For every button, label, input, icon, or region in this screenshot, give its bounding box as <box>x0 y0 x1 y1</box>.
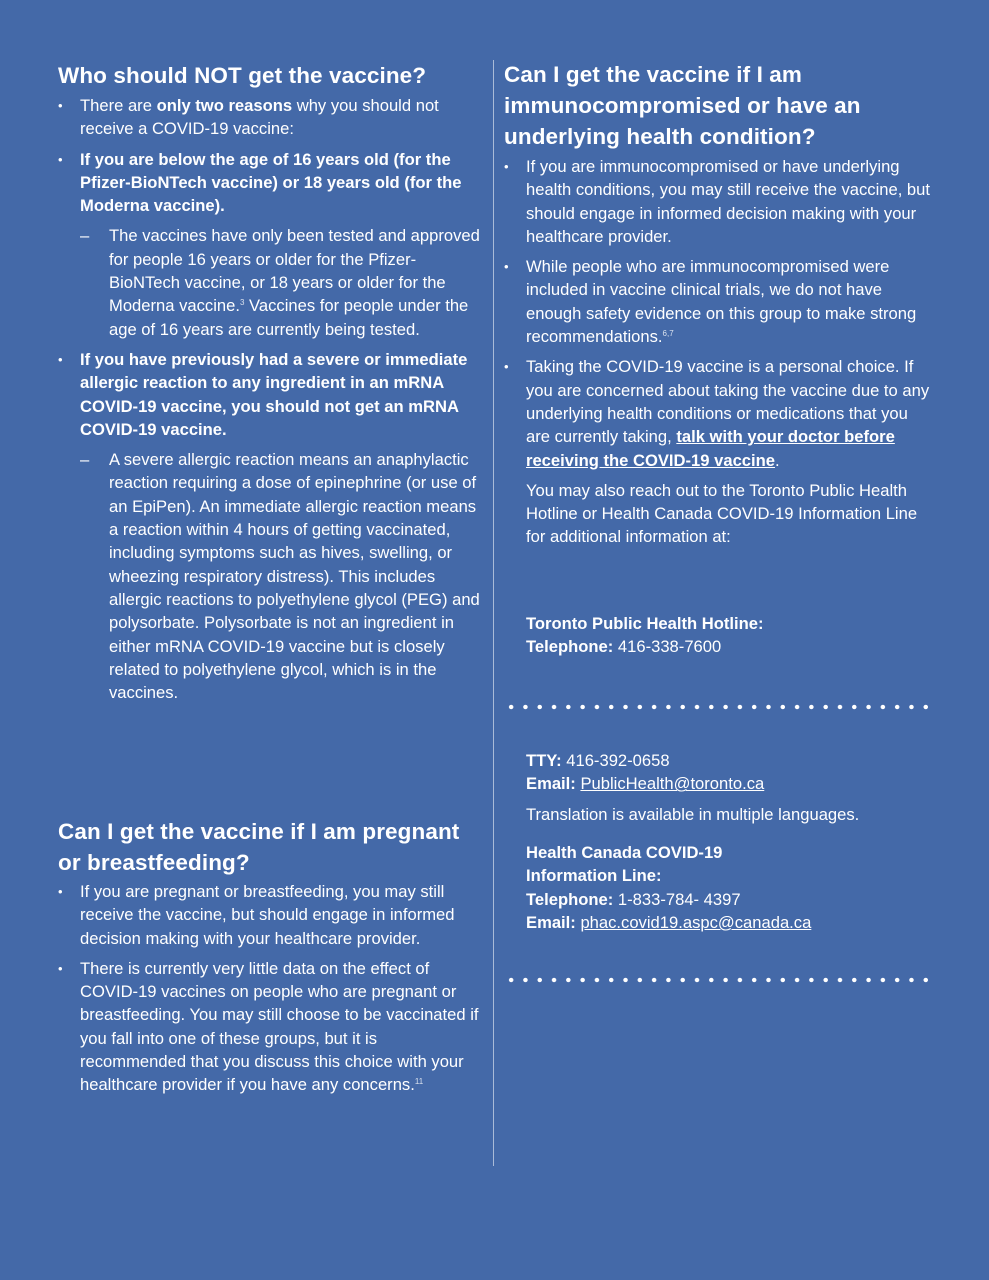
sublist-item: – The vaccines have only been tested and approved for people 16 years or older for the Pfizer-BioNTech vaccine, or 18 years or older for the Moderna vaccine.$^3$ Vaccines for people under the age of 16 years are currently being tested. <box>80 224 486 340</box>
dotted-separator-bottom <box>504 977 934 983</box>
left-column <box>58 60 486 711</box>
list-item: • Taking the COVID-19 vaccine is a personal choice. If you are concerned about taking the vaccine due to any underlying health conditions or medications that you are currently taking, talk with your doctor before receiving the COVID-19 vaccine. You may also reach out to the Toronto Public Health Hotline or Health Canada COVID-19 Information Line for additional information at: <box>504 355 934 548</box>
list-item-allergy: • If you have previously had a severe or immediate allergic reaction to any ingredient in an mRNA COVID-19 vaccine, you should not get an mRNA COVID-19 vaccine. – A severe allergic reaction means an anaphylactic reaction requiring a dose of epinephrine (or use of an EpiPen). An immediate allergic reaction means a reaction within 4 hours of getting vaccinated, including symptoms such as hives, swelling, or wheezing respiratory distress). This includes allergic reactions to polyethylene glycol (PEG) and polysorbate. Polysorbate is not an ingredient in either mRNA COVID-19 vaccine but is closely related to polyethylene glycol, which is in the vaccines. <box>58 348 486 704</box>
hc-title-line2: Information Line: <box>526 866 662 886</box>
list-item: • If you are immunocompromised or have underlying health conditions, you may still receive the vaccine, but should engage in informed decision making with your healthcare provider. <box>504 155 934 248</box>
footnote-ref: 3 <box>239 297 245 307</box>
toronto-contact-block <box>526 749 946 826</box>
heading-pregnant: Can I get the vaccine if I am pregnant or breastfeeding? <box>58 819 460 875</box>
heading-immunocompromised: Can I get the vaccine if I am immunocompromised or have an underlying health condition? <box>504 62 861 149</box>
translation-note: Translation is available in multiple languages. <box>526 804 860 824</box>
hc-email-label: Email: <box>526 912 576 932</box>
toronto-hotline-block <box>526 612 946 659</box>
sublist-item: – A severe allergic reaction means an anaphylactic reaction requiring a dose of epinephrine (or use of an EpiPen). An immediate allergic reaction means a reaction within 4 hours of getting vaccinated, including symptoms such as hives, swelling, or wheezing respiratory distress). This includes allergic reactions to polyethylene glycol (PEG) and polysorbate. Polysorbate is not an ingredient in either mRNA COVID-19 vaccine but is closely related to polyethylene glycol, which is in the vaccines. <box>80 448 486 704</box>
hc-telephone: 1-833-784- 4397 <box>613 889 741 909</box>
footnote-ref: 6,7 <box>662 328 674 338</box>
list-item: • While people who are immunocompromised were included in vaccine clinical trials, we do not have enough safety evidence on this group to make strong recommendations.$^{6,7}$ <box>504 255 934 348</box>
right-column <box>504 59 934 556</box>
age-sublist <box>80 224 486 340</box>
heading-who-should-not: Who should NOT get the vaccine? <box>58 63 427 88</box>
talk-with-doctor-link[interactable]: talk with your doctor before receiving the COVID-19 vaccine <box>526 427 895 470</box>
tph-email-label: Email: <box>526 774 576 794</box>
only-two-reasons-emphasis: only two reasons <box>156 96 293 115</box>
hc-title-line1: Health Canada COVID-19 <box>526 843 723 862</box>
hc-email-link[interactable]: phac.covid19.aspc@canada.ca <box>580 912 812 932</box>
who-should-not-list <box>58 94 486 704</box>
tph-title: Toronto Public Health Hotline: <box>526 614 764 633</box>
hc-telephone-label: Telephone: <box>526 889 614 909</box>
health-canada-block <box>526 841 946 934</box>
column-divider <box>493 60 494 1166</box>
tph-email-link[interactable]: PublicHealth@toronto.ca <box>580 774 765 794</box>
list-item: • There are only two reasons why you should not receive a COVID-19 vaccine: <box>58 94 486 141</box>
immunocompromised-list <box>504 155 934 549</box>
list-item-age: • If you are below the age of 16 years old (for the Pfizer-BioNTech vaccine) or 18 years old (for the Moderna vaccine). – The vaccines have only been tested and approved for people 16 years or older for the Pfizer-BioNTech vaccine, or 18 years or older for the Moderna vaccine.$^3$ Vaccines for people under the age of 16 years are currently being tested. <box>58 148 486 341</box>
allergy-sublist <box>80 448 486 704</box>
list-item: • If you are pregnant or breastfeeding, you may still receive the vaccine, but should engage in informed decision making with your healthcare provider. <box>58 880 486 950</box>
list-item: • There is currently very little data on the effect of COVID-19 vaccines on people who are pregnant or breastfeeding. You may still choose to be vaccinated if you fall into one of these groups, but it is recommended that you discuss this choice with your healthcare provider if you have any concerns.$^{11}$ <box>58 957 486 1097</box>
tty-label: TTY: <box>526 751 562 770</box>
pregnancy-section <box>58 816 486 1104</box>
tph-telephone-label: Telephone: <box>526 637 614 657</box>
pregnancy-list <box>58 880 486 1097</box>
tph-telephone: 416-338-7600 <box>613 637 722 657</box>
dotted-separator-top <box>504 704 934 710</box>
additional-info-paragraph: You may also reach out to the Toronto Public Health Hotline or Health Canada COVID-19 Information Line for additional information at: <box>526 480 918 547</box>
footnote-ref: 11 <box>414 1076 424 1086</box>
tty-number: 416-392-0658 <box>561 751 670 770</box>
